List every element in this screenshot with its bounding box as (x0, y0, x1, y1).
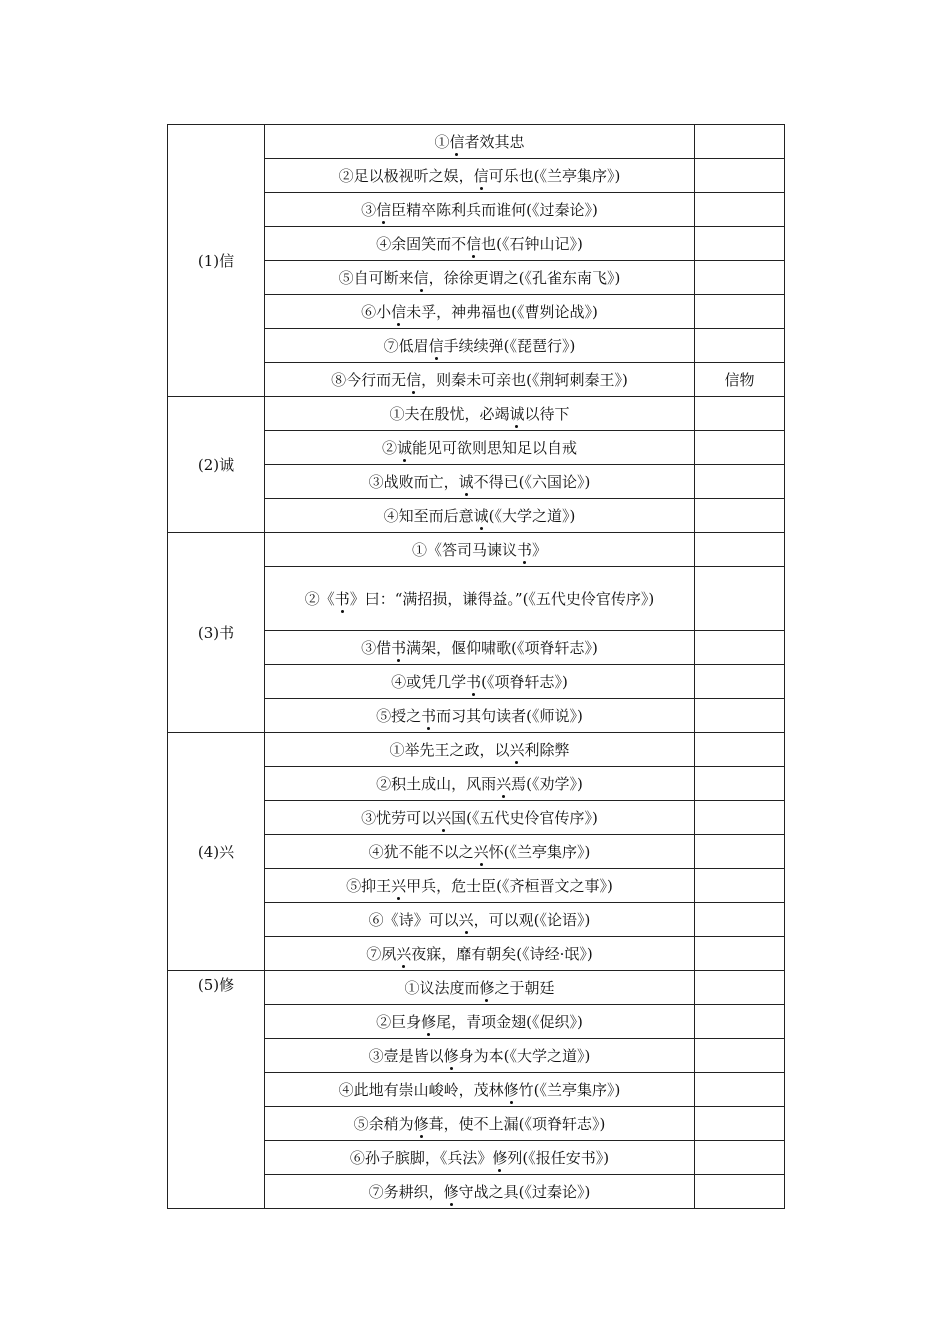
example-sentence: ②《书》曰：“满招损，谦得益。”(《五代史伶官传序》) (265, 567, 695, 631)
example-sentence: ③信臣精卒陈利兵而谁何(《过秦论》) (265, 193, 695, 227)
meaning-answer-cell (695, 295, 785, 329)
example-sentence: ②足以极视听之娱，信可乐也(《兰亭集序》) (265, 159, 695, 193)
emphasis-dot-char: 信 (413, 268, 429, 287)
example-sentence: ⑤余稍为修葺，使不上漏(《项脊轩志》) (265, 1107, 695, 1141)
vocab-table-body (168, 125, 785, 1209)
emphasis-dot-char: 兴 (496, 774, 512, 793)
meaning-answer-cell (695, 733, 785, 767)
example-sentence: ②积土成山，风雨兴焉(《劝学》) (265, 767, 695, 801)
meaning-answer-cell (695, 1073, 785, 1107)
table-row (168, 533, 785, 567)
example-sentence: ②诚能见可欲则思知足以自戒 (265, 431, 695, 465)
table-row (168, 397, 785, 431)
emphasis-dot-char: 诚 (396, 438, 412, 457)
meaning-answer-cell (695, 971, 785, 1005)
meaning-answer-cell (695, 665, 785, 699)
emphasis-dot-char: 信 (473, 166, 489, 185)
example-sentence: ⑦低眉信手续续弹(《琵琶行》) (265, 329, 695, 363)
example-sentence: ①夫在殷忧，必竭诚以待下 (265, 397, 695, 431)
emphasis-dot-char: 信 (428, 336, 444, 355)
emphasis-dot-char: 书 (391, 638, 407, 657)
example-sentence: ②巨身修尾，青项金翅(《促织》) (265, 1005, 695, 1039)
example-sentence: ④犹不能不以之兴怀(《兰亭集序》) (265, 835, 695, 869)
word-label: (4)兴 (168, 733, 265, 971)
example-sentence: ①议法度而修之于朝廷 (265, 971, 695, 1005)
example-sentence: ④或凭几学书(《项脊轩志》) (265, 665, 695, 699)
example-sentence: ⑦夙兴夜寐，靡有朝矣(《诗经·氓》) (265, 937, 695, 971)
emphasis-dot-char: 信 (449, 132, 465, 151)
example-sentence: ⑤抑王兴甲兵，危士臣(《齐桓晋文之事》) (265, 869, 695, 903)
emphasis-dot-char: 信 (391, 302, 407, 321)
meaning-answer-cell (695, 431, 785, 465)
meaning-answer-cell (695, 261, 785, 295)
example-sentence: ③壹是皆以修身为本(《大学之道》) (265, 1039, 695, 1073)
meaning-answer-cell (695, 533, 785, 567)
emphasis-dot-char: 兴 (509, 740, 525, 759)
table-row (168, 971, 785, 1005)
emphasis-dot-char: 修 (421, 1012, 437, 1031)
table-row (168, 125, 785, 159)
example-sentence: ⑧今行而无信，则秦未可亲也(《荆轲刺秦王》) (265, 363, 695, 397)
meaning-answer-cell (695, 397, 785, 431)
example-sentence: ①举先王之政，以兴利除弊 (265, 733, 695, 767)
example-sentence: ⑥孙子膑脚，《兵法》修列(《报任安书》) (265, 1141, 695, 1175)
meaning-answer-cell (695, 835, 785, 869)
emphasis-dot-char: 兴 (458, 910, 474, 929)
emphasis-dot-char: 信 (466, 234, 482, 253)
example-sentence: ①信者效其忠 (265, 125, 695, 159)
example-sentence: ⑥小信未孚，神弗福也(《曹刿论战》) (265, 295, 695, 329)
word-label: (3)书 (168, 533, 265, 733)
meaning-answer-cell (695, 767, 785, 801)
example-sentence: ③战败而亡，诚不得已(《六国论》) (265, 465, 695, 499)
emphasis-dot-char: 兴 (391, 876, 407, 895)
emphasis-dot-char: 诚 (458, 472, 474, 491)
example-sentence: ④此地有崇山峻岭，茂林修竹(《兰亭集序》) (265, 1073, 695, 1107)
meaning-answer-cell (695, 159, 785, 193)
meaning-answer-cell (695, 193, 785, 227)
meaning-answer-cell (695, 329, 785, 363)
vocab-table (167, 124, 785, 1209)
meaning-answer-cell (695, 903, 785, 937)
example-sentence: ④余固笑而不信也(《石钟山记》) (265, 227, 695, 261)
emphasis-dot-char: 兴 (436, 808, 452, 827)
emphasis-dot-char: 书 (334, 589, 350, 608)
meaning-answer-cell (695, 631, 785, 665)
meaning-answer-cell (695, 1141, 785, 1175)
example-sentence: ⑤授之书而习其句读者(《师说》) (265, 699, 695, 733)
emphasis-dot-char: 修 (479, 978, 495, 997)
word-label: (2)诚 (168, 397, 265, 533)
meaning-answer-cell (695, 937, 785, 971)
emphasis-dot-char: 信 (376, 200, 392, 219)
emphasis-dot-char: 兴 (473, 842, 489, 861)
emphasis-dot-char: 书 (421, 706, 437, 725)
meaning-answer-cell (695, 125, 785, 159)
emphasis-dot-char: 信 (406, 370, 422, 389)
emphasis-dot-char: 书 (516, 540, 532, 559)
meaning-answer-cell (695, 465, 785, 499)
example-sentence: ③借书满架，偃仰啸歌(《项脊轩志》) (265, 631, 695, 665)
emphasis-dot-char: 修 (443, 1182, 459, 1201)
emphasis-dot-char: 诚 (509, 404, 525, 423)
meaning-answer-cell (695, 869, 785, 903)
meaning-answer-cell (695, 567, 785, 631)
example-sentence: ①《答司马谏议书》 (265, 533, 695, 567)
example-sentence: ⑥《诗》可以兴，可以观(《论语》) (265, 903, 695, 937)
meaning-answer-cell (695, 1005, 785, 1039)
meaning-answer-cell (695, 499, 785, 533)
example-sentence: ⑦务耕织，修守战之具(《过秦论》) (265, 1175, 695, 1209)
meaning-answer-cell (695, 1175, 785, 1209)
table-row (168, 733, 785, 767)
emphasis-dot-char: 修 (443, 1046, 459, 1065)
meaning-answer-cell: 信物 (695, 363, 785, 397)
meaning-answer-cell (695, 1039, 785, 1073)
example-sentence: ④知至而后意诚(《大学之道》) (265, 499, 695, 533)
word-label: (1)信 (168, 125, 265, 397)
meaning-answer-cell (695, 699, 785, 733)
meaning-answer-cell (695, 801, 785, 835)
word-label: (5)修 (168, 971, 265, 1209)
emphasis-dot-char: 修 (492, 1148, 508, 1167)
meaning-answer-cell (695, 1107, 785, 1141)
meaning-answer-cell (695, 227, 785, 261)
example-sentence: ③忧劳可以兴国(《五代史伶官传序》) (265, 801, 695, 835)
example-sentence: ⑤自可断来信，徐徐更谓之(《孔雀东南飞》) (265, 261, 695, 295)
emphasis-dot-char: 诚 (473, 506, 489, 525)
emphasis-dot-char: 兴 (396, 944, 412, 963)
emphasis-dot-char: 书 (466, 672, 482, 691)
emphasis-dot-char: 修 (413, 1114, 429, 1133)
emphasis-dot-char: 修 (503, 1080, 519, 1099)
